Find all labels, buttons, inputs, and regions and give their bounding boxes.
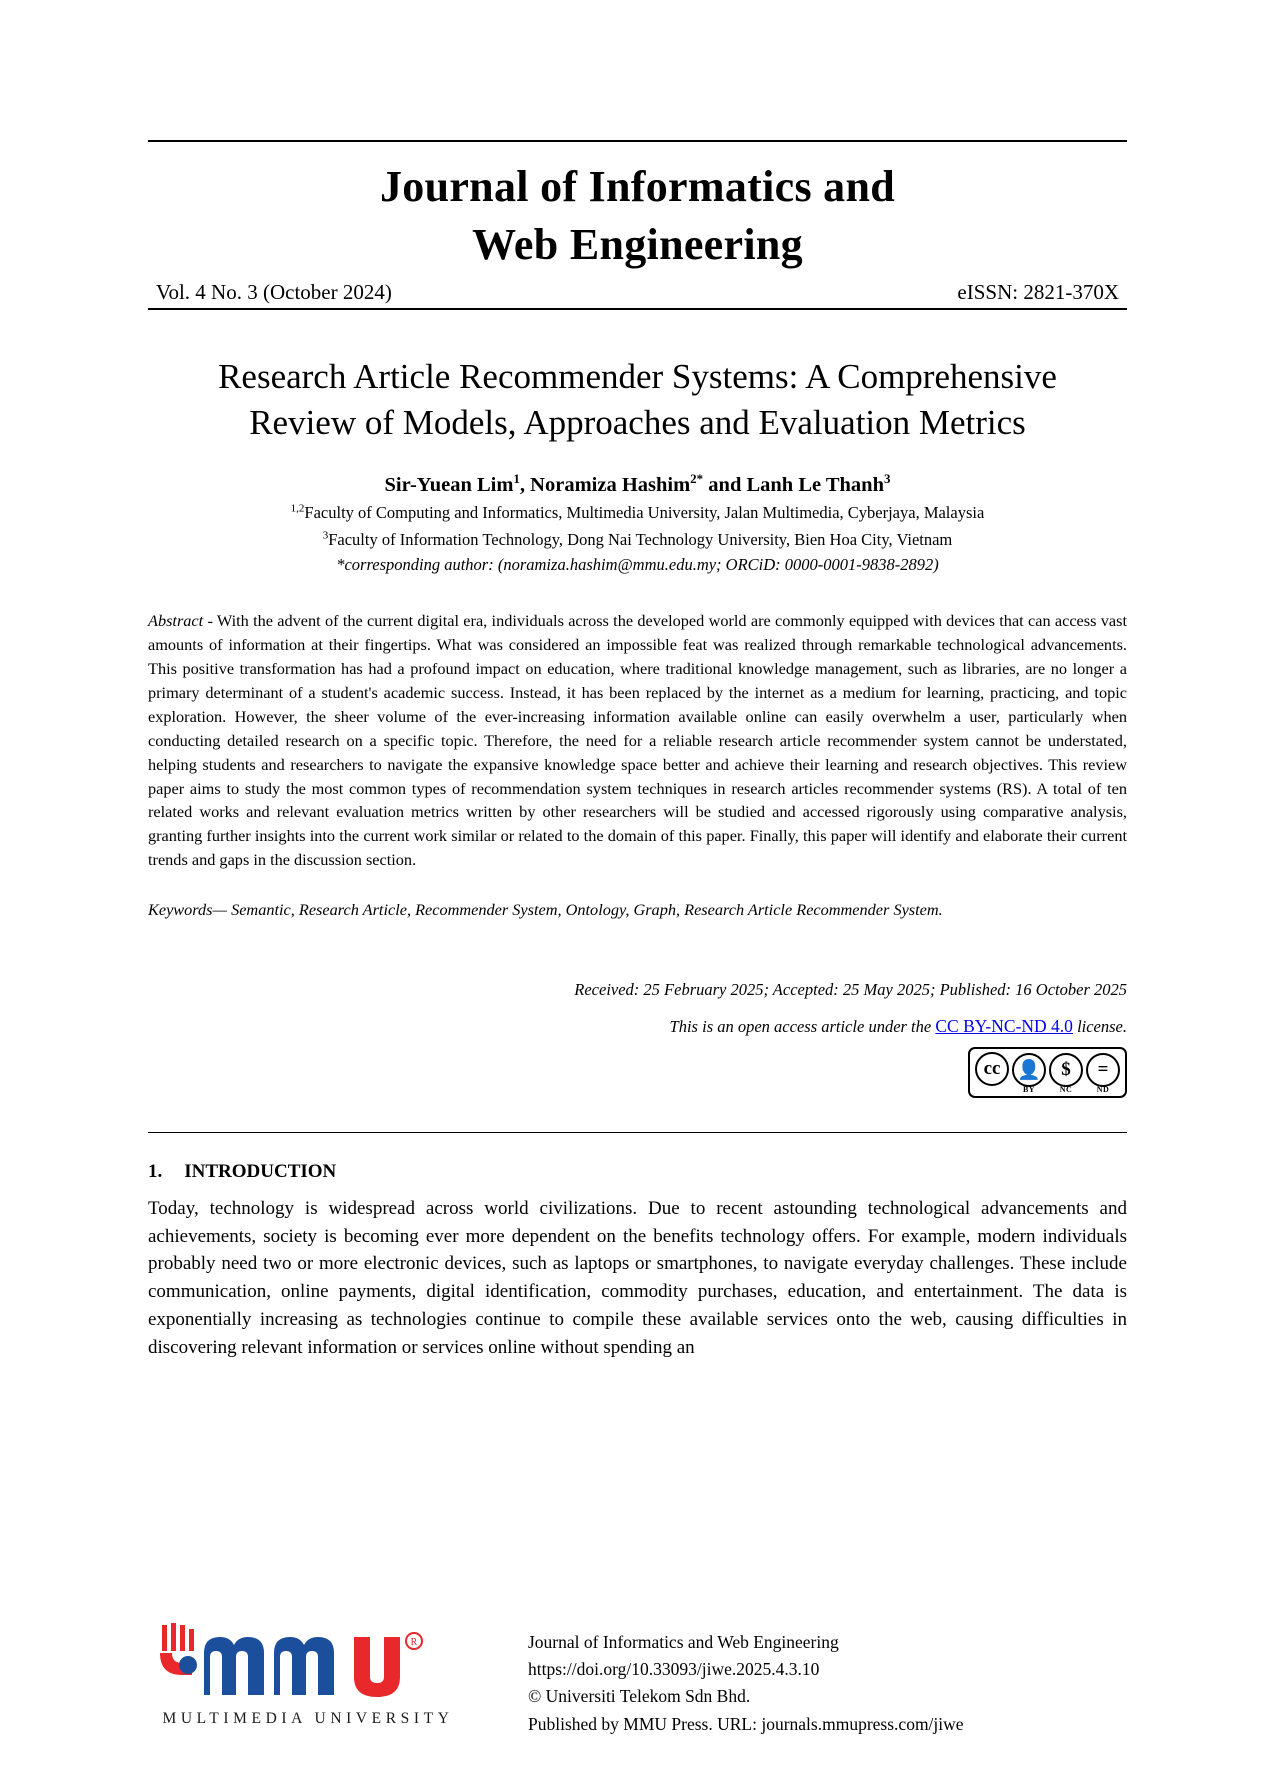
footer-publication-info bbox=[528, 1623, 964, 1738]
journal-title-line1: Journal of Informatics and bbox=[379, 162, 896, 211]
affiliation-2-text: Faculty of Information Technology, Dong Nai Technology University, Bien Hoa City, Vietnam bbox=[328, 530, 953, 550]
cc-badge-wrapper bbox=[148, 1047, 1127, 1098]
footer-copyright: © Universiti Telekom Sdn Bhd. bbox=[528, 1686, 751, 1707]
journal-title-line2: Web Engineering bbox=[472, 220, 803, 270]
footer-doi[interactable]: https://doi.org/10.33093/jiwe.2025.4.3.10 bbox=[528, 1659, 820, 1680]
cc-nc-col bbox=[1049, 1053, 1083, 1094]
cc-license-link[interactable]: CC BY-NC-ND 4.0 bbox=[935, 1015, 1073, 1036]
page-title: Research Article Recommender Systems: A Comprehensive Review of Models, Approaches and Evaluation Metrics bbox=[218, 357, 1057, 442]
cc-by-label: BY bbox=[1022, 1084, 1036, 1094]
footer-publisher-url[interactable]: Published by MMU Press. URL: journals.mmupress.com/jiwe bbox=[528, 1713, 964, 1734]
cc-nc-icon: $ bbox=[1049, 1053, 1083, 1087]
section-heading bbox=[148, 1161, 1127, 1183]
publication-dates: Received: 25 February 2025; Accepted: 25 May 2025; Published: 16 October 2025 bbox=[574, 979, 1127, 999]
section-title: INTRODUCTION bbox=[184, 1160, 337, 1182]
cc-nd-icon: = bbox=[1086, 1053, 1120, 1087]
footer-journal-name: Journal of Informatics and Web Engineering bbox=[528, 1631, 839, 1652]
license-prefix: This is an open access article under the bbox=[669, 1016, 936, 1036]
keywords: Keywords— Semantic, Research Article, Recommender System, Ontology, Graph, Research Article Recommender System. bbox=[148, 900, 943, 920]
affiliation-1 bbox=[148, 501, 1127, 524]
affiliation-1-marker: 1,2 bbox=[290, 502, 305, 515]
section-paragraph: Today, technology is widespread across world civilizations. Due to recent astounding technological advancements and achievements, society is becoming ever more dependent on the benefits technology offers. For example, modern individuals probably need two or more electronic devices, such as laptops or smartphones, to navigate everyday challenges. These include communication, online payments, digital identification, commodity purchases, education, and entertainment. The data is exponentially increasing as technologies continue to compile these available services onto the web, causing difficulties in discovering relevant information or services online without spending an bbox=[148, 1197, 1127, 1358]
affiliation-1-text: Faculty of Computing and Informatics, Multimedia University, Jalan Multimedia, Cyberjaya, Malaysia bbox=[304, 502, 985, 522]
abstract-separator: - bbox=[203, 610, 217, 630]
author-list bbox=[148, 471, 1127, 497]
volume-issue: Vol. 4 No. 3 (October 2024) bbox=[156, 280, 392, 305]
cc-nc-label: NC bbox=[1059, 1084, 1073, 1094]
cc-by-col bbox=[1012, 1053, 1046, 1094]
svg-text:R: R bbox=[410, 1636, 418, 1648]
cc-icon: cc bbox=[975, 1052, 1009, 1086]
cc-by-icon: 👤 bbox=[1012, 1053, 1046, 1087]
corresponding-author: *corresponding author: (noramiza.hashim@mmu.edu.my; ORCiD: 0000-0001-9838-2892) bbox=[336, 554, 939, 574]
mmu-logo-name: MULTIMEDIA UNIVERSITY bbox=[162, 1709, 454, 1727]
journal-title bbox=[148, 158, 1127, 274]
creative-commons-badge-icon[interactable] bbox=[968, 1047, 1127, 1098]
paper-page bbox=[0, 140, 1275, 1790]
mmu-logo-svg bbox=[158, 1623, 458, 1701]
masthead-meta bbox=[148, 280, 1127, 310]
section-number: 1. bbox=[148, 1160, 163, 1182]
abstract-text: With the advent of the current digital era, individuals across the developed world are commonly equipped with devices that can access vast amounts of information at their fingertips. What was considered an impossible feat was realized through remarkable technological advancements. This positive transformation has had a profound impact on education, where traditional knowledge management, such as libraries, are no longer a primary determinant of a student's academic success. Instead, it has been replaced by the internet as a medium for learning, practicing, and topic exploration. However, the sheer volume of the ever-increasing information available online can easily overwhelm a user, particularly when conducting detailed research on a specific topic. Therefore, the need for a reliable research article recommender system cannot be understated, helping students and researchers to navigate the expansive knowledge space better and achieve their learning and research objectives. This review paper aims to study the most common types of recommendation system techniques in research articles recommender systems (RS). A total of ten related works and relevant evaluation metrics written by other researchers will be studied and accessed rigorously using comparative analysis, granting further insights into the current work similar or related to the domain of this paper. Finally, this paper will identify and elaborate their current trends and gaps in the discussion section. bbox=[148, 610, 1127, 870]
cc-logo-col bbox=[975, 1052, 1009, 1095]
affiliation-2-marker: 3 bbox=[322, 529, 329, 542]
authors-text: Sir-Yuean Lim$^1$, Noramiza Hashim$^{2*}$ and Lanh Le Thanh$^3$ bbox=[384, 471, 891, 496]
abstract-label: Abstract bbox=[148, 610, 204, 630]
abstract bbox=[148, 609, 1127, 872]
masthead-top-rule bbox=[148, 140, 1127, 142]
page-footer bbox=[148, 1623, 1127, 1738]
eissn: eISSN: 2821-370X bbox=[957, 280, 1119, 305]
mmu-logo-icon bbox=[158, 1623, 458, 1701]
mmu-logo bbox=[148, 1623, 468, 1728]
body-divider-rule bbox=[148, 1132, 1127, 1133]
license-statement bbox=[148, 1016, 1127, 1037]
license-suffix: license. bbox=[1072, 1016, 1127, 1036]
cc-nd-label: ND bbox=[1096, 1084, 1110, 1094]
affiliation-2 bbox=[148, 528, 1127, 551]
cc-nd-col bbox=[1086, 1053, 1120, 1094]
